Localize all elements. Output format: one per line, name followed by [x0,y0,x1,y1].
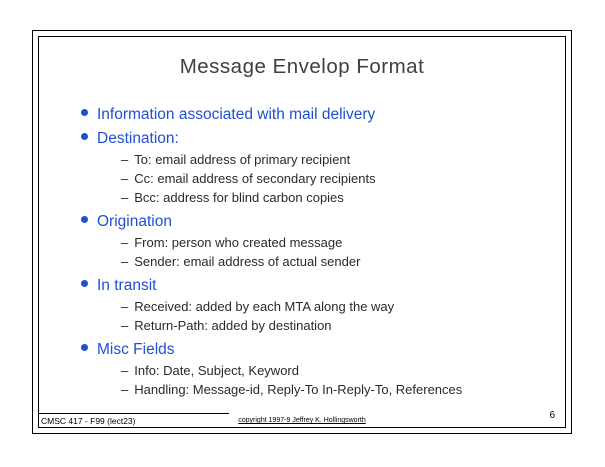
sub-bullet-label: Return-Path: added by destination [134,318,332,333]
bullet-disc-icon [81,344,88,351]
bullet-item [81,106,555,124]
slide-footer [39,410,565,427]
bullet-item [81,277,555,295]
sub-bullet-label: Received: added by each MTA along the way [134,299,395,314]
dash-icon: – [121,190,129,205]
sub-bullet-label: Info: Date, Subject, Keyword [134,363,299,378]
bullet-label: Origination [97,213,172,230]
dash-icon: – [121,318,129,333]
sub-bullet-label: Cc: email address of secondary recipients [134,171,376,186]
bullet-label: In transit [97,277,157,294]
bullet-label: Misc Fields [97,341,175,358]
sub-bullet-label: Handling: Message-id, Reply-To In-Reply-To, References [134,382,463,397]
sub-bullet-label: To: email address of primary recipient [134,152,351,167]
slide-outer-border [32,30,572,434]
bullet-disc-icon [81,216,88,223]
sub-bullet-label: From: person who created message [134,235,343,250]
sub-bullet-item [81,316,555,335]
slide-title: Message Envelop Format [179,55,425,78]
page-number: 6 [549,410,555,421]
bullet-disc-icon [81,280,88,287]
footer-copyright: copyright 1997-9 Jeffrey K. Hollingsworth [238,417,366,424]
dash-icon: – [121,299,129,314]
sub-bullet-item [81,233,555,252]
dash-icon: – [121,363,129,378]
sub-bullet-label: Sender: email address of actual sender [134,254,361,269]
bullet-label: Destination: [97,130,179,147]
bullet-disc-icon [81,109,88,116]
sub-bullet-label: Bcc: address for blind carbon copies [134,190,344,205]
dash-icon: – [121,152,129,167]
sub-bullet-item [81,380,555,399]
bullet-item [81,213,555,231]
slide-inner-border [38,36,566,428]
bullet-item [81,130,555,148]
sub-bullet-item [81,188,555,207]
dash-icon: – [121,171,129,186]
dash-icon: – [121,254,129,269]
dash-icon: – [121,235,129,250]
footer-course-label: CMSC 417 - F99 (lect23) [41,416,136,426]
sub-bullet-item [81,297,555,316]
sub-bullet-item [81,150,555,169]
dash-icon: – [121,382,129,397]
bullet-disc-icon [81,133,88,140]
footer-divider [39,413,229,414]
bullet-label: Information associated with mail delivery [97,106,376,123]
bullet-list [39,106,565,399]
sub-bullet-item [81,361,555,380]
sub-bullet-item [81,252,555,271]
bullet-item [81,341,555,359]
sub-bullet-item [81,169,555,188]
